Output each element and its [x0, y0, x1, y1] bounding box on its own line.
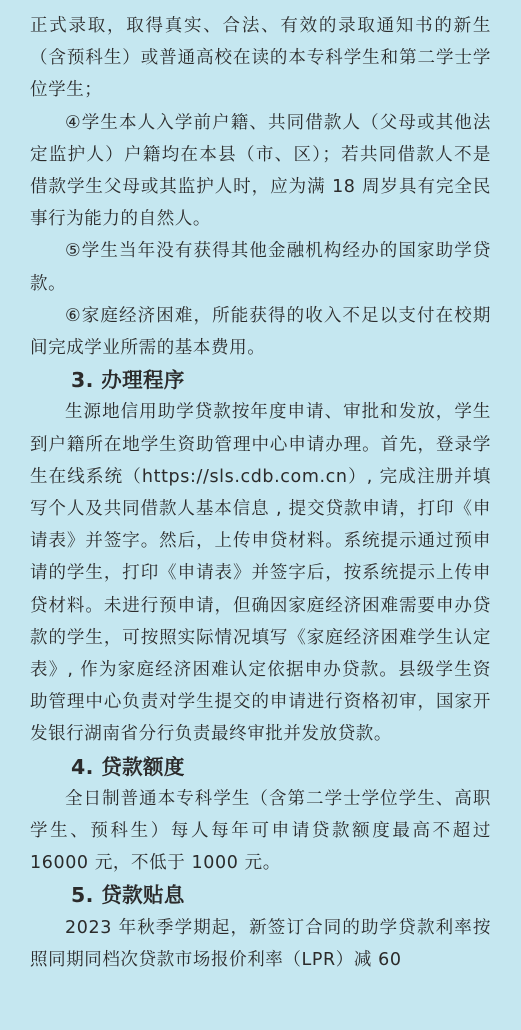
paragraph-interest-subsidy: 2023 年秋季学期起，新签订合同的助学贷款利率按照同期同档次贷款市场报价利率（LPR）减 60 — [30, 917, 491, 970]
paragraph-procedure: 生源地信用助学贷款按年度申请、审批和发放，学生到户籍所在地学生资助管理中心申请办理。首先，登录学生在线系统（https://sls.cdb.com.cn）, 完成注册并填写个人及共同借款人基本信息 , 提交贷款申请，打印《申请表》并签字。然后，上传申贷材料。系统提示通过预申请的学生，打印《申请表》并签字后，按系统提示上传申贷材料。未进行预申请，但确因家庭经济困难需要申办贷款的学生，可按照实际情况填写《家庭经济困难学生认定表》, 作为家庭经济困难认定依据申办贷款。县级学生资助管理中心负责对学生提交的申请进行资格初审，国家开发银行湖南省分行负责最终审批并发放贷款。 — [30, 402, 491, 745]
heading-procedure: 3. 办理程序 — [70, 368, 185, 393]
paragraph-loan-amount: 全日制普通本专科学生（含第二学士学位学生、高职学生、预科生）每人每年可申请贷款额度最高不超过 16000 元，不低于 1000 元。 — [30, 788, 491, 874]
heading-loan-amount: 4. 贷款额度 — [70, 754, 185, 779]
paragraph-financial-hardship: ⑥家庭经济困难，所能获得的收入不足以支付在校期间完成学业所需的基本费用。 — [30, 305, 491, 359]
paragraph-no-other-loan: ⑤学生当年没有获得其他金融机构经办的国家助学贷款。 — [30, 241, 491, 294]
paragraph-admission-condition: 正式录取，取得真实、合法、有效的录取通知书的新生（含预科生）或普通高校在读的本专科学生和第二学士学位学生； — [30, 16, 491, 101]
heading-interest-subsidy: 5. 贷款贴息 — [70, 883, 185, 908]
paragraph-household-condition: ④学生本人入学前户籍、共同借款人（父母或其他法定监护人）户籍均在本县（市、区）；若共同借款人不是借款学生父母或其监护人时，应为满 18 周岁具有完全民事行为能力的自然人。 — [30, 112, 491, 230]
